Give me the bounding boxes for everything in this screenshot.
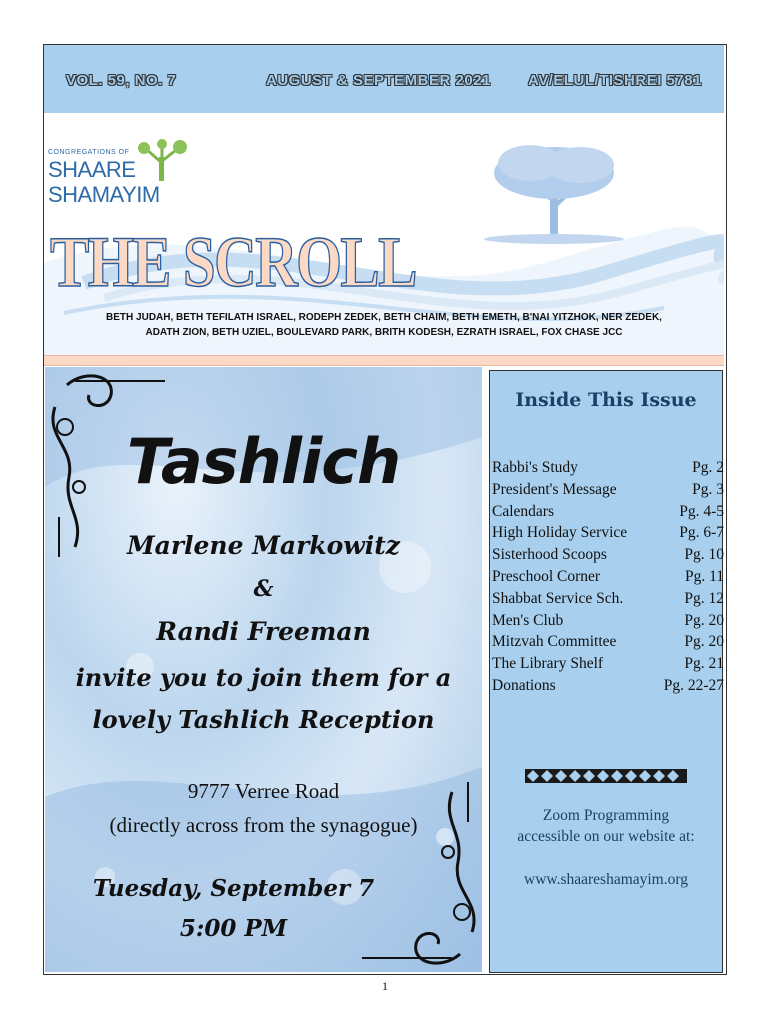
logo-shaare: SHAARE [48,157,136,182]
toc-item: Mitzvah Committee Pg. 20 [492,633,724,651]
toc-item: High Holiday Service Pg. 6-7 [492,524,724,542]
tree-icon [474,121,634,251]
event-time: 5:00 PM [179,915,288,942]
page-number: 1 [382,979,388,993]
toc-item: Donations Pg. 22-27 [492,676,724,694]
ampersand: & [253,576,274,602]
toc-item: Preschool Corner Pg. 11 [492,567,724,585]
toc-item: Sisterhood Scoops Pg. 10 [492,546,724,564]
masthead [44,113,724,355]
inside-this-issue-sidebar [489,370,723,973]
toc-item: Men's Club Pg. 20 [492,611,724,629]
congregations-list [44,310,724,340]
host-name-1: Marlene Markowitz [126,531,401,560]
sidebar-title: Inside This Issue [515,389,697,411]
toc-item: Rabbi's Study Pg. 2 [492,459,724,476]
section-divider [44,355,724,366]
tashlich-flyer [45,367,482,972]
toc-item: President's Message Pg. 3 [492,480,724,498]
flyer-title: Tashlich [126,425,401,498]
invite-line-2: lovely Tashlich Reception [92,705,435,734]
decorative-divider-icon [525,769,687,783]
zoom-line-2: accessible on our website at: [517,828,695,845]
invite-line-1: invite you to join them for a [75,663,452,692]
zoom-note [490,805,722,847]
congregations-line-2: ADATH ZION, BETH UZIEL, BOULEVARD PARK, BRITH KODESH, EZRATH ISRAEL, FOX CHASE JCC [145,327,623,338]
toc-item: Calendars Pg. 4-5 [492,502,724,520]
event-address-note: (directly across from the synagogue) [109,813,418,837]
logo-tagline: CONGREGATIONS OF [48,149,130,156]
toc-item: Shabbat Service Sch. Pg. 12 [492,589,724,607]
table-of-contents [492,457,724,697]
congregations-line-1: BETH JUDAH, BETH TEFILATH ISRAEL, RODEPH ZEDEK, BETH CHAIM, BETH EMETH, B'NAI YITZHOK, NER ZEDEK, [106,312,662,323]
event-day: Tuesday, September 7 [92,875,375,902]
toc-item: The Library Shelf Pg. 21 [492,655,724,673]
event-address: 9777 Verree Road [187,779,340,803]
header-bar [44,45,724,113]
newsletter-title: THE SCROLL [50,222,416,302]
website-link[interactable]: www.shaareshamayim.org [524,871,688,888]
logo-shamayim: SHAMAYIM [48,182,160,207]
volume-label: VOL. 59, NO. 7 [66,72,177,89]
logo-tree-icon [132,139,192,183]
zoom-line-1: Zoom Programming [542,807,670,824]
issue-date: AUGUST & SEPTEMBER 2021 [266,72,491,89]
host-name-2: Randi Freeman [156,617,371,646]
hebrew-date: AV/ELUL/TISHREI 5781 [528,72,702,89]
